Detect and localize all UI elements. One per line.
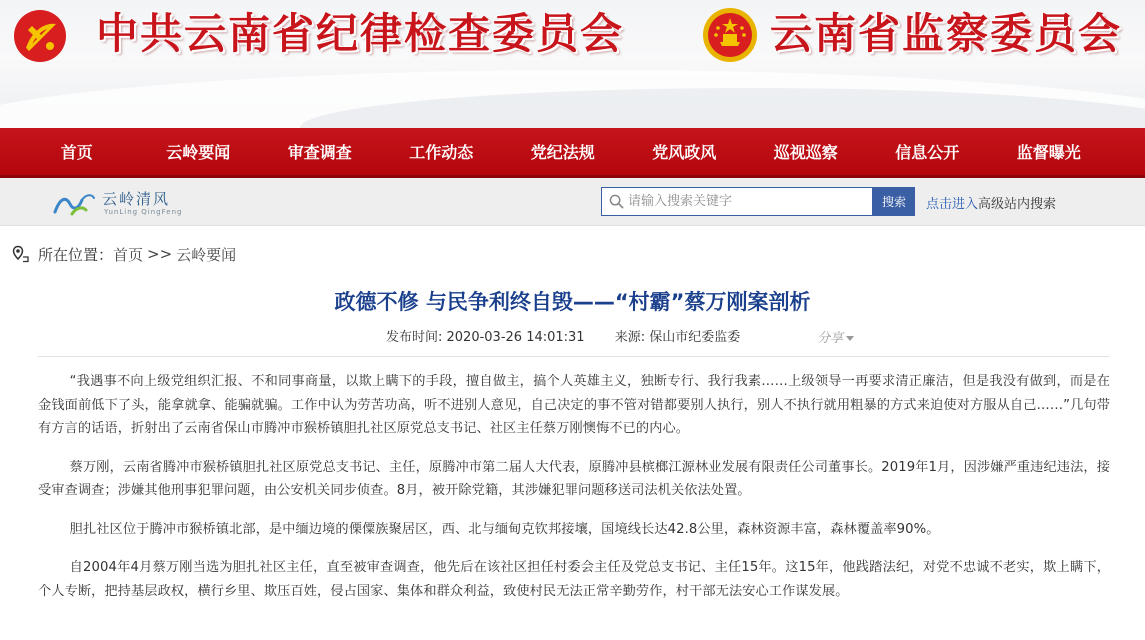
breadcrumb-home[interactable]: 首页 xyxy=(113,245,144,264)
divider xyxy=(38,356,1110,357)
share-label: 分享 xyxy=(817,331,844,346)
article-paragraph: “我遇事不向上级党组织汇报、不和同事商量，以欺上瞒下的手段，擅自做主，搞个人英雄主义，独断专行、我行我素……上级领导一再要求清正廉洁，但是我没有做到，而是在金钱面前低下了头，能拿就拿、能骗就骗。工作中认为劳苦功高，听不进别人意见，自己决定的事不管对错都要别人执行，别人不执行就用粗暴的方式来迫使对方服从自己……”几句带有方言的话语，折射出了云南省保山市腾冲市猴桥镇胆扎社区原党总支书记、社区主任蔡万刚懊悔不已的内心。 xyxy=(38,374,1110,436)
search-button[interactable]: 搜索 xyxy=(873,187,915,216)
chevron-down-icon xyxy=(846,336,854,341)
nav-item-yunling-news[interactable]: 云岭要闻 xyxy=(166,143,231,162)
nav-item-review-investigation[interactable]: 审查调查 xyxy=(287,143,352,162)
article-paragraph: 自2004年4月蔡万刚当选为胆扎社区主任，直至被审查调查，他先后在该社区担任村委会主任及党总支书记、主任15年。这15年，他践踏法纪，对党不忠诚不老实，欺上瞒下，个人专断，把持基层政权，横行乡里、欺压百姓，侵占国家、集体和群众利益，致使村民无法正常辛勤劳作，村干部无法安心工作谋发展。 xyxy=(38,560,1110,599)
publish-time: 发布时间: 2020-03-26 14:01:31 xyxy=(386,330,585,345)
article-paragraph: 蔡万刚，云南省腾冲市猴桥镇胆扎社区原党总支书记、主任，原腾冲市第二届人大代表，原腾冲县槟榔江源林业发展有限责任公司董事长。2019年1月，因涉嫌严重违纪违法，接受审查调查；涉嫌其他刑事犯罪问题，由公安机关同步侦查。8月，被开除党籍，其涉嫌犯罪问题移送司法机关依法处置。 xyxy=(38,459,1110,498)
party-emblem-icon xyxy=(12,8,68,64)
national-emblem-icon xyxy=(701,6,759,64)
nav-item-inspection[interactable]: 巡视巡察 xyxy=(773,143,838,162)
article-body xyxy=(38,370,1110,618)
logo-pinyin: YunLing QingFeng xyxy=(104,208,183,216)
search-icon xyxy=(609,194,624,209)
nav-item-supervision-exposure[interactable]: 监督曝光 xyxy=(1016,143,1081,162)
article-source: 来源: 保山市纪委监委 xyxy=(614,330,741,345)
search-box xyxy=(601,187,873,216)
breadcrumb xyxy=(12,244,236,264)
yunling-qingfeng-logo[interactable] xyxy=(52,186,202,220)
location-pin-icon xyxy=(12,245,30,263)
search-bar xyxy=(0,178,1145,226)
advanced-search xyxy=(926,193,1056,212)
advanced-search-label: 高级站内搜索 xyxy=(978,197,1057,212)
article-paragraph: 胆扎社区位于腾冲市猴桥镇北部，是中缅边境的傈僳族聚居区，西、北与缅甸克钦邦接壤，国境线长达42.8公里，森林资源丰富，森林覆盖率90%。 xyxy=(69,521,940,537)
breadcrumb-prefix: 所在位置： xyxy=(38,245,114,264)
site-banner xyxy=(0,0,1145,128)
nav-item-party-conduct[interactable]: 党风政风 xyxy=(652,143,717,162)
nav-item-work-updates[interactable]: 工作动态 xyxy=(409,143,474,162)
advanced-search-link[interactable]: 点击进入 xyxy=(926,197,979,212)
nav-item-party-regulations[interactable]: 党纪法规 xyxy=(530,143,595,162)
article-title: 政德不修 与民争利终自毁——“村霸”蔡万刚案剖析 xyxy=(334,290,811,314)
breadcrumb-current[interactable]: 云岭要闻 xyxy=(176,245,237,264)
banner-title-commission: 中共云南省纪律检查委员会 xyxy=(96,9,625,58)
logo-mark-icon xyxy=(52,188,96,218)
banner-title-supervision: 云南省监察委员会 xyxy=(770,9,1123,58)
share-dropdown[interactable] xyxy=(817,327,854,346)
nav-item-info-disclosure[interactable]: 信息公开 xyxy=(895,143,960,162)
search-input[interactable] xyxy=(628,188,868,215)
logo-name: 云岭清风 xyxy=(102,190,171,208)
article-meta xyxy=(386,326,766,345)
nav-item-home[interactable]: 首页 xyxy=(60,143,93,162)
main-nav xyxy=(0,128,1145,178)
breadcrumb-separator: >> xyxy=(147,245,173,263)
